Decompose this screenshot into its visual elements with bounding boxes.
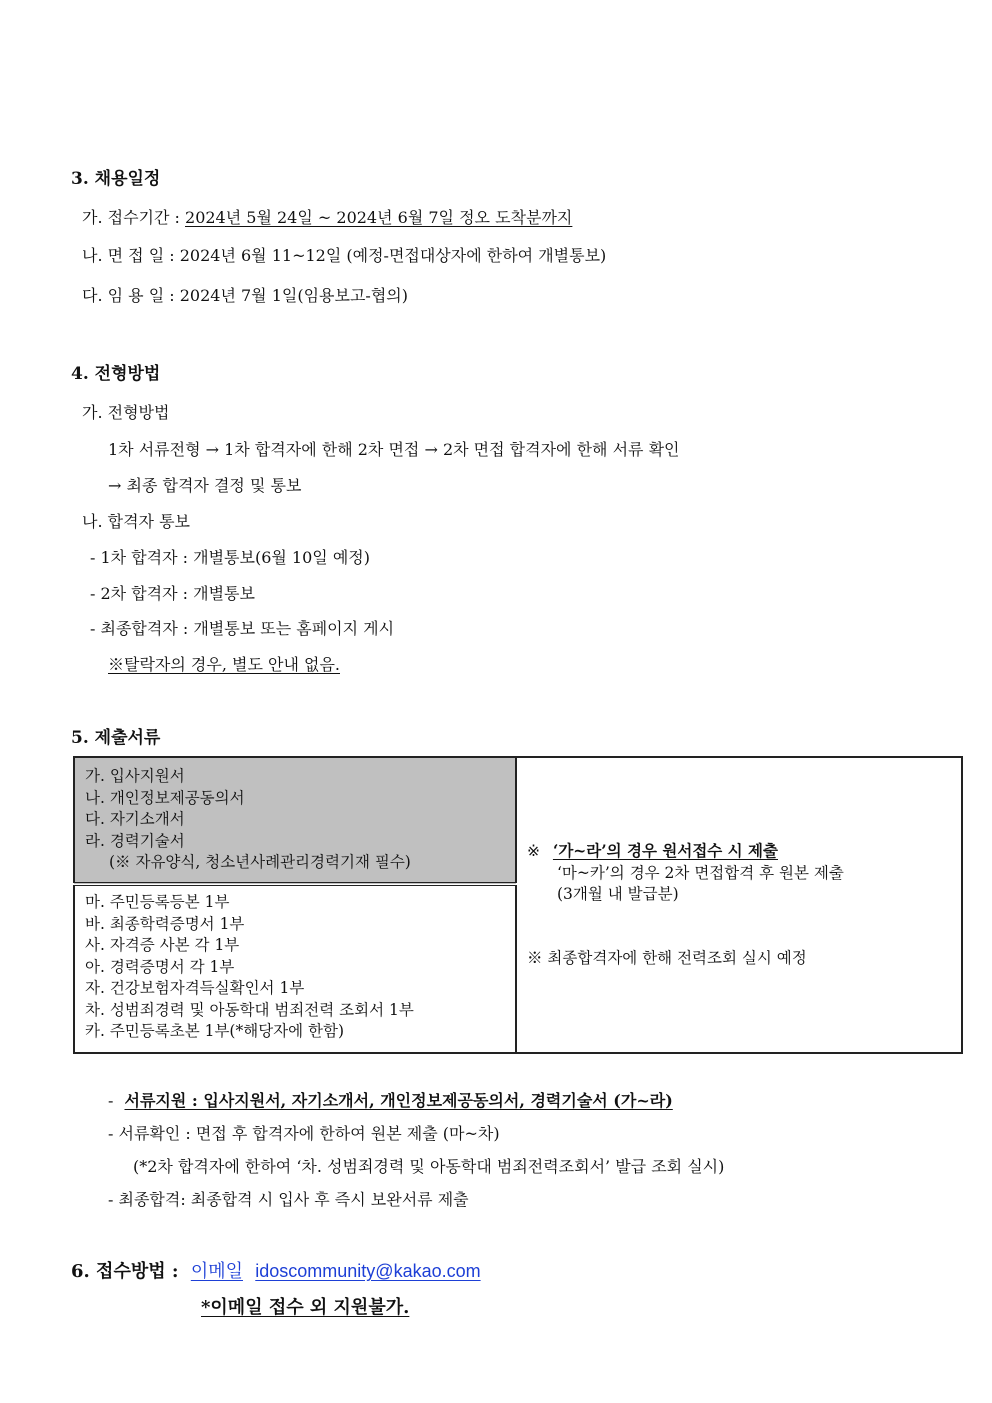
email-only-note: *이메일 접수 외 지원불가. <box>201 1297 410 1318</box>
section3-title: 3. 채용일정 <box>71 169 161 189</box>
notice-item: - 최종합격자 : 개별통보 또는 홈페이지 게시 <box>90 619 395 638</box>
submission-note-line2: ‘마~카’의 경우 2차 면접합격 후 원본 제출 <box>557 863 844 882</box>
method-flow-line1: 1차 서류전형 → 1차 합격자에 한해 2차 면접 → 2차 면접 합격자에 한해 서류 확인 <box>108 440 680 459</box>
background-check-note: ※ 최종합격자에 한해 전력조회 실시 예정 <box>527 949 807 967</box>
schedule-item-interview: 나. 면 접 일 : 2024년 6월 11~12일 (예정-면접대상자에 한하여 개별통보) <box>82 246 607 265</box>
method-flow-line2: → 최종 합격자 결정 및 통보 <box>108 476 302 495</box>
note-mark: ※ <box>527 842 540 860</box>
email-link[interactable]: idoscommunity@kakao.com <box>255 1261 481 1281</box>
documents-notes-cell <box>516 757 962 1053</box>
schedule-item-hire: 다. 임 용 일 : 2024년 7월 1일(임용보고-협의) <box>82 286 408 305</box>
document-item: 나. 개인정보제공동의서 <box>85 788 245 807</box>
schedule-value: 2024년 6월 11~12일 (예정-면접대상자에 한하여 개별통보) <box>179 246 607 265</box>
document-item: 바. 최종학력증명서 1부 <box>85 914 245 933</box>
submission-note-bold: ‘가~라’의 경우 원서접수 시 제출 <box>552 841 778 860</box>
document-check-note: (*2차 합격자에 한하여 ‘차. 성범죄경력 및 아동학대 범죄전력조회서’ 발급 조회 실시) <box>133 1157 725 1176</box>
document-submission-line <box>108 1088 673 1111</box>
section5-title: 5. 제출서류 <box>71 728 161 748</box>
schedule-value: 2024년 7월 1일(임용보고-협의) <box>179 286 408 305</box>
document-item: 가. 입사지원서 <box>85 767 185 785</box>
document-submission-text: 서류지원 : 입사지원서, 자기소개서, 개인정보제공동의서, 경력기술서 (가~라) <box>124 1091 673 1110</box>
document-check-line: - 서류확인 : 면접 후 합격자에 한하여 원본 제출 (마~차) <box>108 1124 500 1143</box>
document-item-note: (※ 자유양식, 청소년사례관리경력기재 필수) <box>109 853 411 871</box>
section6-title: 6. 접수방법 : <box>71 1261 179 1282</box>
document-item: 사. 자격증 사본 각 1부 <box>85 936 240 954</box>
rejection-note: ※탈락자의 경우, 별도 안내 없음. <box>108 655 340 674</box>
submission-note <box>527 840 844 906</box>
document-item: 카. 주민등록초본 1부(*해당자에 한함) <box>85 1022 345 1040</box>
notice-item: - 1차 합격자 : 개별통보(6월 10일 예정) <box>90 548 370 567</box>
dash: - <box>108 1091 114 1110</box>
notice-item: - 2차 합격자 : 개별통보 <box>90 584 255 603</box>
documents-group1-cell <box>74 757 516 884</box>
document-item: 라. 경력기술서 <box>85 831 185 850</box>
document-item: 차. 성범죄경력 및 아동학대 범죄전력 조회서 1부 <box>85 1000 414 1019</box>
schedule-label: 가. 접수기간 <box>82 208 170 227</box>
documents-table <box>73 756 963 1054</box>
schedule-label: 다. 임 용 일 <box>82 286 165 305</box>
method-label: 가. 전형방법 <box>82 403 170 422</box>
document-item: 아. 경력증명서 각 1부 <box>85 957 235 976</box>
document-item: 다. 자기소개서 <box>85 810 185 828</box>
section6-title-line <box>71 1257 481 1283</box>
notice-label: 나. 합격자 통보 <box>82 512 190 531</box>
schedule-item-application: 가. 접수기간 : 2024년 5월 24일 ~ 2024년 6월 7일 정오 도착분까지 <box>82 208 573 227</box>
schedule-value: 2024년 5월 24일 ~ 2024년 6월 7일 정오 도착분까지 <box>185 208 573 227</box>
documents-group2-cell <box>74 884 516 1053</box>
schedule-label: 나. 면 접 일 <box>82 246 165 265</box>
document-item: 자. 건강보험자격득실확인서 1부 <box>85 979 305 997</box>
final-pass-line: - 최종합격: 최종합격 시 입사 후 즉시 보완서류 제출 <box>108 1190 469 1209</box>
document-item: 마. 주민등록등본 1부 <box>85 893 230 911</box>
section4-title: 4. 전형방법 <box>71 364 161 384</box>
submission-note-line3: (3개월 내 발급분) <box>557 885 679 903</box>
email-label[interactable]: 이메일 <box>190 1261 243 1282</box>
